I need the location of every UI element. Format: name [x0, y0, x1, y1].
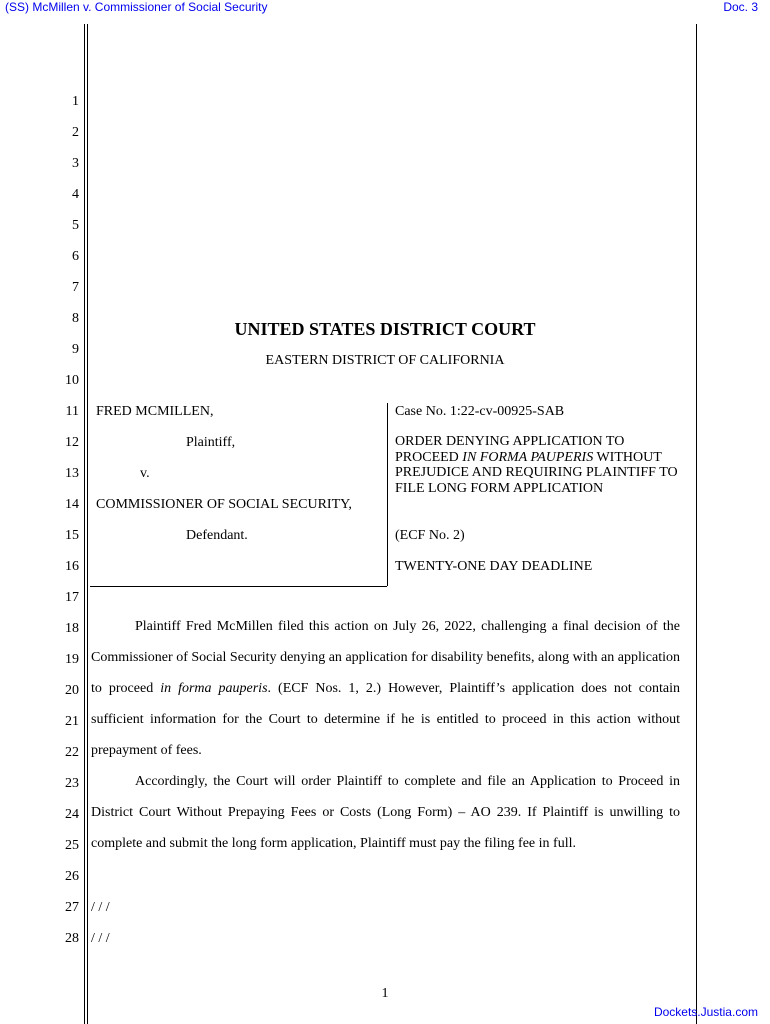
case-number: Case No. 1:22-cv-00925-SAB	[395, 404, 565, 419]
line-number: 12	[65, 435, 79, 450]
section-separator: / / /	[91, 931, 110, 946]
line-number: 24	[65, 807, 79, 822]
line-number: 18	[65, 621, 79, 636]
defendant-role: Defendant.	[186, 528, 248, 543]
para2-text: Accordingly, the Court will order Plaintiff to complete and file an Application to Proceed in District Court Without Prepaying Fees or Costs (Long Form) – AO 239. If Plaintiff is unwilling to complete and submit the long form application, Plaintiff must pay the filing fee in full.	[91, 774, 680, 852]
margin-rule-left-inner	[87, 24, 88, 1024]
order-title-italic: IN FORMA PAUPERIS	[462, 449, 594, 465]
order-title	[395, 434, 690, 496]
line-number: 26	[65, 869, 79, 884]
line-number: 5	[72, 218, 79, 233]
line-number: 17	[65, 590, 79, 605]
line-number: 25	[65, 838, 79, 853]
line-number: 20	[65, 683, 79, 698]
order-title-part1: ORDER DENYING APPLICATION TO PROCEED	[395, 434, 625, 465]
order-title-part2: WITHOUT PREJUDICE AND REQUIRING PLAINTIFF TO FILE LONG FORM APPLICATION	[395, 449, 678, 496]
versus-label: v.	[140, 466, 150, 481]
defendant-name: COMMISSIONER OF SOCIAL SECURITY,	[96, 497, 352, 512]
line-number: 14	[65, 497, 79, 512]
caption-bottom-rule	[90, 586, 387, 587]
para1-text-b: . (ECF Nos. 1, 2.) However, Plaintiff’s application does not contain sufficient information for the Court to determine if he is entitled to proceed in this action without prepayment of fees.	[91, 681, 680, 759]
body-paragraph-1	[91, 611, 680, 766]
line-number: 3	[72, 156, 79, 171]
doc-number-link[interactable]: Doc. 3	[723, 0, 758, 14]
line-number: 23	[65, 776, 79, 791]
line-number: 16	[65, 559, 79, 574]
line-number: 1	[72, 94, 79, 109]
section-separator: / / /	[91, 900, 110, 915]
line-number: 27	[65, 900, 79, 915]
line-number: 6	[72, 249, 79, 264]
plaintiff-role: Plaintiff,	[186, 435, 236, 450]
para1-italic: in forma pauperis	[160, 681, 268, 697]
page-number: 1	[381, 986, 389, 1001]
plaintiff-name: FRED MCMILLEN,	[96, 404, 214, 419]
line-number: 10	[65, 373, 79, 388]
line-number: 2	[72, 125, 79, 140]
ecf-reference: (ECF No. 2)	[395, 528, 465, 543]
margin-rule-left-outer	[84, 24, 85, 1024]
line-number: 21	[65, 714, 79, 729]
caption-divider	[387, 403, 388, 586]
deadline-label: TWENTY-ONE DAY DEADLINE	[395, 559, 593, 574]
line-number: 8	[72, 311, 79, 326]
margin-rule-right	[696, 24, 697, 1024]
line-number: 7	[72, 280, 79, 295]
court-title: UNITED STATES DISTRICT COURT	[234, 319, 536, 339]
line-number: 28	[65, 931, 79, 946]
case-title-link[interactable]: (SS) McMillen v. Commissioner of Social Security	[5, 0, 268, 14]
line-number: 11	[65, 404, 79, 419]
justia-source-link[interactable]: Dockets.Justia.com	[653, 1005, 758, 1019]
line-number: 22	[65, 745, 79, 760]
line-number: 9	[72, 342, 79, 357]
line-number: 13	[65, 466, 79, 481]
line-number: 15	[65, 528, 79, 543]
para1-text-a: Plaintiff Fred McMillen filed this action on July 26, 2022, challenging a final decision of the Commissioner of Social Security denying an application for disability benefits, along with an application to proceed	[91, 619, 680, 697]
court-district: EASTERN DISTRICT OF CALIFORNIA	[265, 353, 505, 368]
line-number: 4	[72, 187, 79, 202]
body-paragraph-2	[91, 766, 680, 859]
line-number: 19	[65, 652, 79, 667]
